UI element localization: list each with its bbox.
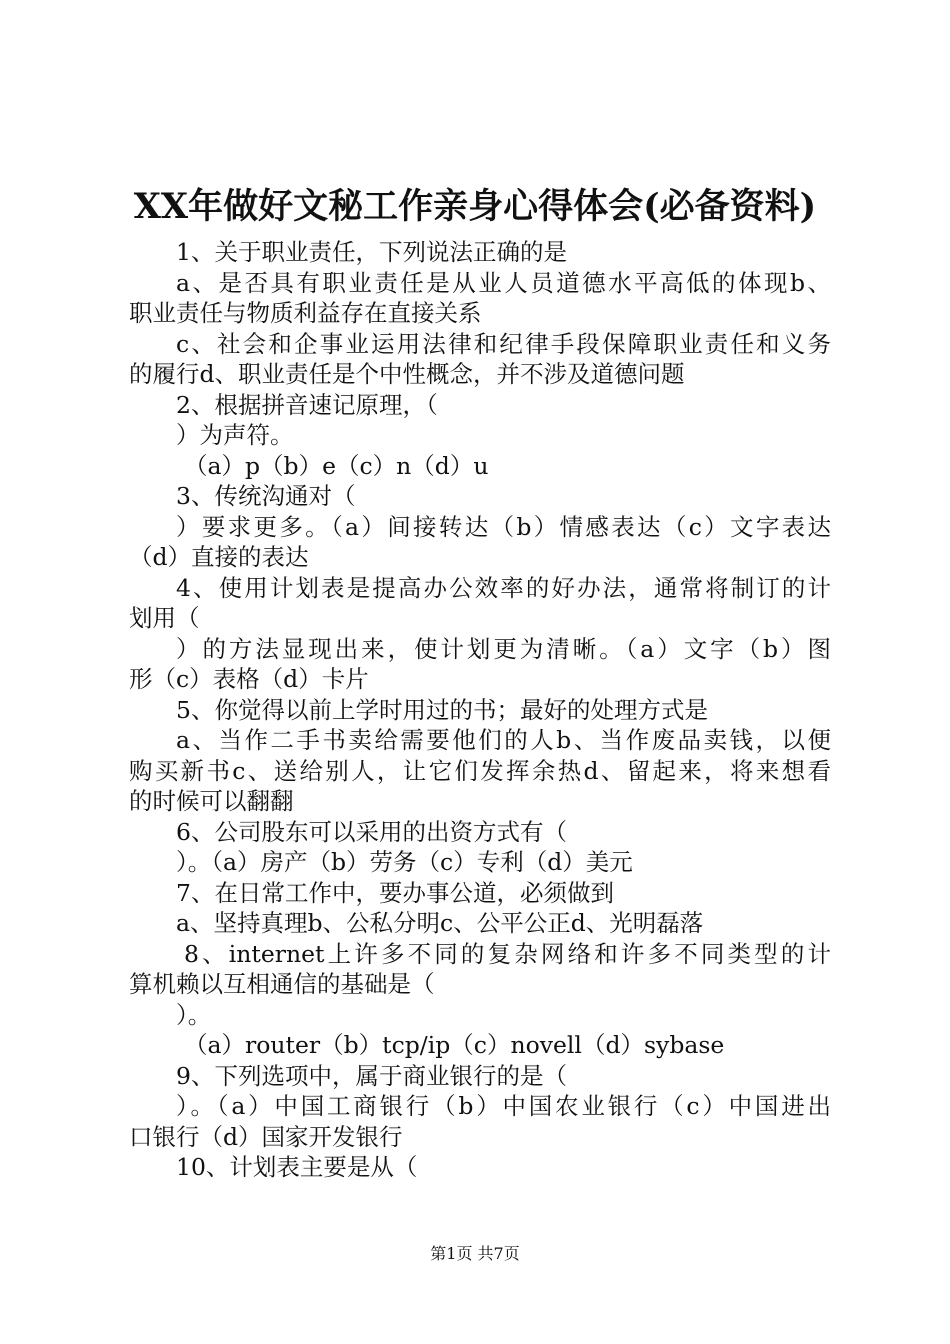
paragraph-line: 6、公司股东可以采用的出资方式有（ [176, 817, 567, 846]
paragraph-line: （a）router（b）tcp/ip（c）novell（d）sybase [184, 1031, 725, 1059]
paragraph-line: ）。（a）中国工商银行（b）中国农业银行（c）中国进出 [176, 1092, 831, 1120]
paragraph-line: 1、关于职业责任，下列说法正确的是 [176, 238, 567, 266]
paragraph-line: ）。（a）房产（b）劳务（c）专利（d）美元 [176, 848, 633, 876]
paragraph-line: 5、你觉得以前上学时用过的书；最好的处理方式是 [176, 695, 708, 724]
paragraph-line: 划用（ [129, 604, 200, 632]
paragraph-line: 9、下列选项中，属于商业银行的是（ [176, 1061, 567, 1090]
paragraph-line: a、是否具有职业责任是从业人员道德水平高低的体现b、 [176, 268, 831, 297]
paragraph-line: 3、传统沟通对（ [176, 482, 356, 510]
paragraph-line: 的时候可以翻翻 [129, 787, 294, 815]
paragraph-line: 8、internet上许多不同的复杂网络和许多不同类型的计 [184, 939, 831, 968]
paragraph-line: 职业责任与物质利益存在直接关系 [129, 299, 482, 327]
paragraph-line: 算机赖以互相通信的基础是（ [129, 970, 435, 998]
paragraph-line: 4、使用计划表是提高办公效率的好办法，通常将制订的计 [176, 573, 831, 602]
paragraph-line: 2、根据拼音速记原理，（ [176, 390, 438, 419]
paragraph-line: （a）p（b）e（c）n（d）u [184, 451, 489, 480]
paragraph-line: 口银行（d）国家开发银行 [129, 1122, 403, 1151]
paragraph-line: ）。 [176, 1000, 212, 1029]
paragraph-line: ）为声符。 [176, 421, 294, 449]
paragraph-line: ）的方法显现出来，使计划更为清晰。（a）文字（b）图 [176, 634, 831, 663]
paragraph-line: 10、计划表主要是从（ [176, 1153, 418, 1181]
document-title: XX年做好文秘工作亲身心得体会(必备资料) [133, 186, 817, 227]
paragraph-line: ）要求更多。（a）间接转达（b）情感表达（c）文字表达 [176, 512, 831, 541]
paragraph-line: 形（c）表格（d）卡片 [129, 665, 369, 693]
paragraph-line: 7、在日常工作中，要办事公道，必须做到 [176, 878, 614, 907]
paragraph-line: c、社会和企事业运用法律和纪律手段保障职业责任和义务 [176, 329, 831, 358]
paragraph-line: 购买新书c、送给别人，让它们发挥余热d、留起来，将来想看 [129, 756, 831, 785]
paragraph-line: 的履行d、职业责任是个中性概念，并不涉及道德问题 [129, 360, 685, 388]
page-footer: 第1页 共7页 [430, 1244, 520, 1263]
document-body [129, 237, 831, 1183]
paragraph-line: a、坚持真理b、公私分明c、公平公正d、光明磊落 [176, 909, 704, 937]
paragraph-line: （d）直接的表达 [129, 543, 309, 571]
paragraph-line: a、当作二手书卖给需要他们的人b、当作废品卖钱，以便 [176, 726, 831, 754]
